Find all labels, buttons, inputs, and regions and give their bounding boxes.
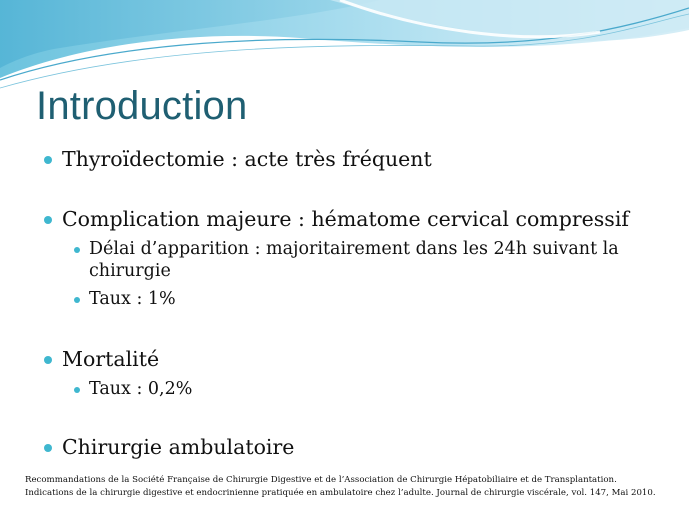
bullet-ambulatoire: Chirurgie ambulatoire [62, 435, 295, 459]
sub-bullet-dot [74, 247, 80, 253]
reference-footer [25, 474, 675, 500]
sub-bullet-dot [74, 387, 80, 393]
bullet-dot [44, 444, 52, 452]
reference-line-2: Indications de la chirurgie digestive et endocrinienne pratiquée en ambulatoire chez l’adulte. Journal de chirurgie viscérale, vol. 147, Mai 2010. [25, 488, 656, 498]
bullet-dot [44, 156, 52, 164]
reference-line-1: Recommandations de la Société Française de Chirurgie Digestive et de l’Association de Chirurgie Hépatobiliaire et de Transplantation. [25, 475, 617, 485]
bullet-dot [44, 216, 52, 224]
bullet-thyroidectomie: Thyroïdectomie : acte très fréquent [62, 147, 432, 171]
sub-bullet-delai: Délai d’apparition : majoritairement dans les 24h suivant la chirurgie [89, 239, 619, 281]
sub-bullet-taux-2: Taux : 0,2% [89, 379, 193, 399]
sub-bullet-taux-1: Taux : 1% [89, 289, 176, 309]
sub-bullet-dot [74, 297, 80, 303]
bullet-dot [44, 356, 52, 364]
slide-title: Introduction [36, 84, 248, 128]
bullet-complication: Complication majeure : hématome cervical compressif [62, 207, 629, 231]
bullet-mortalite: Mortalité [62, 347, 160, 371]
